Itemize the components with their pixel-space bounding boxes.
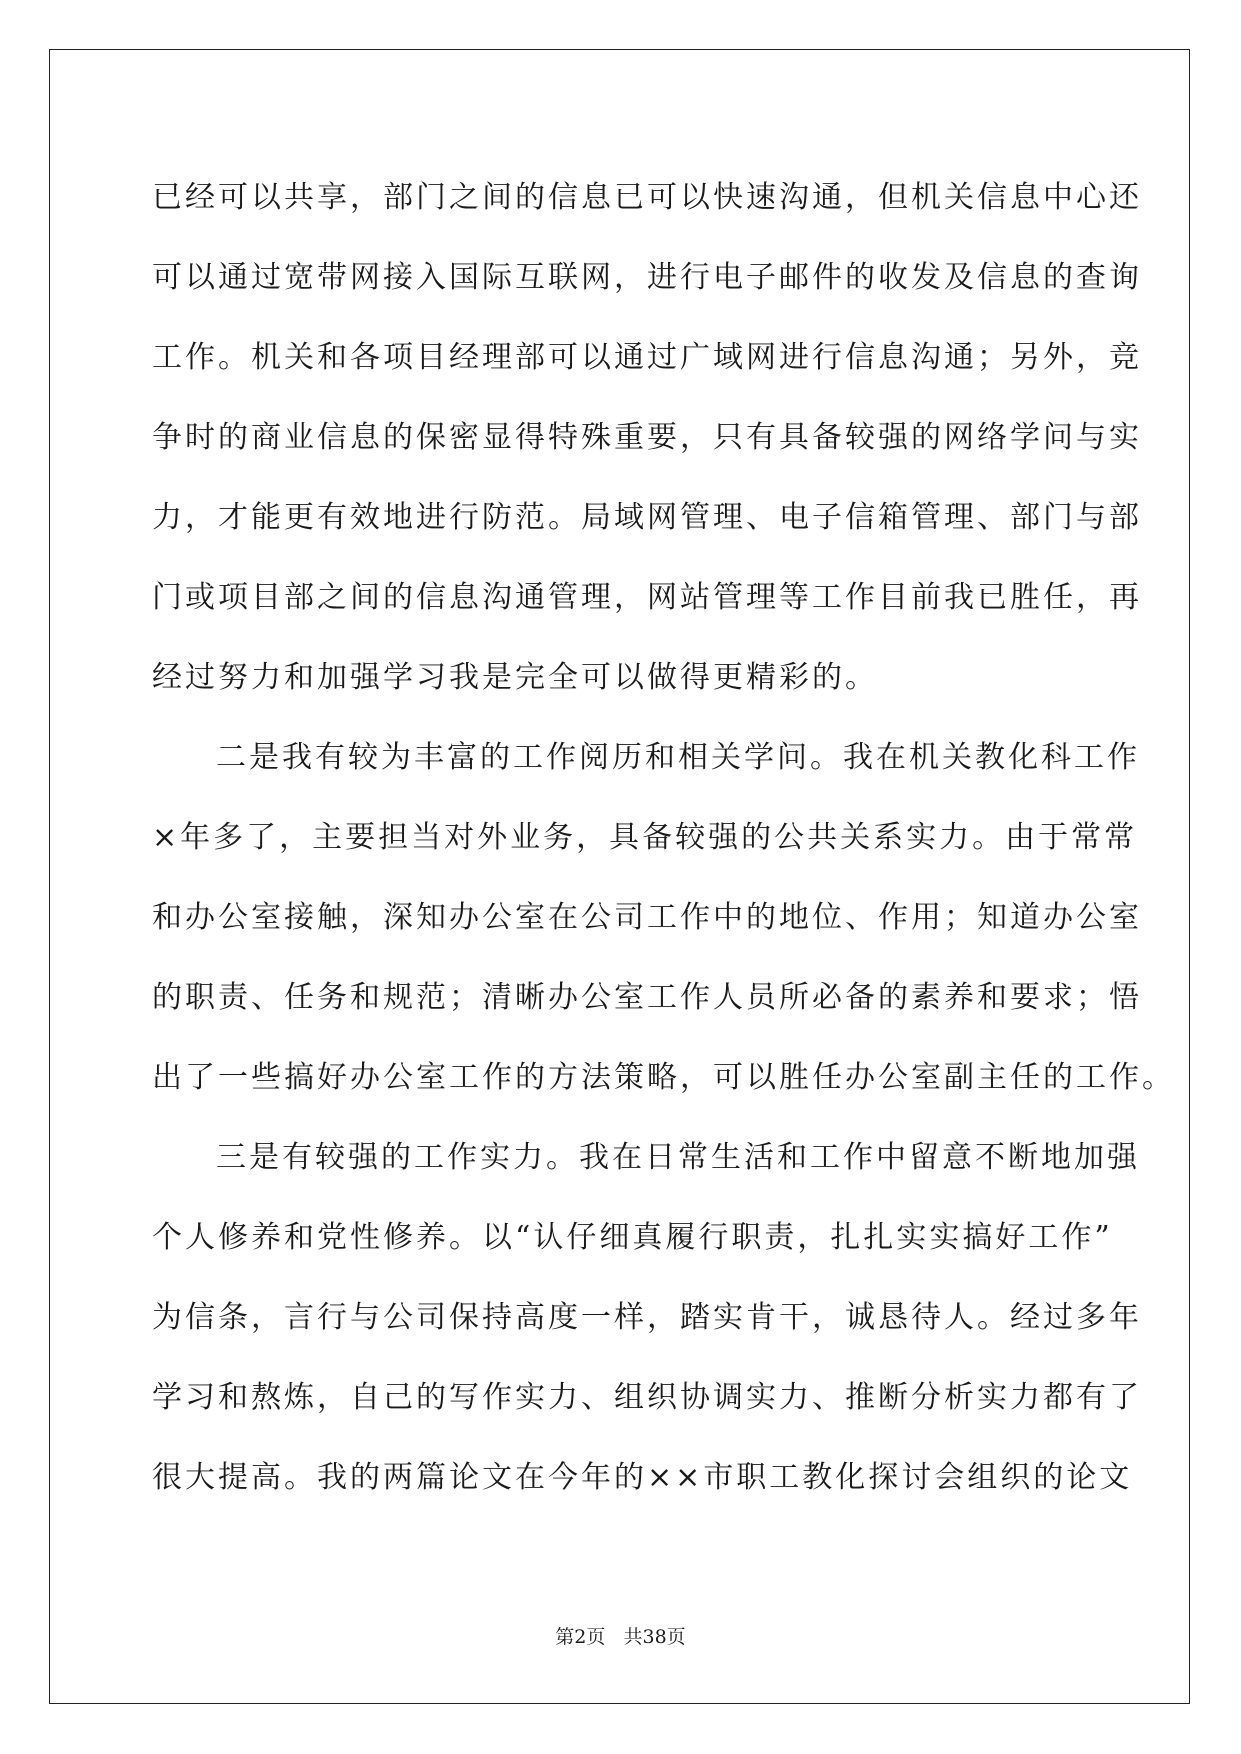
text-line: 个人修养和党性修养。以“认仔细真履行职责，扎扎实实搞好工作” [152, 1220, 1113, 1255]
text-line: 工作。机关和各项目经理部可以通过广域网进行信息沟通；另外，竞 [152, 340, 1142, 375]
document-body [152, 158, 1175, 1518]
text-line: 可以通过宽带网接入国际互联网，进行电子邮件的收发及信息的查询 [152, 260, 1142, 295]
text-line: 的职责、任务和规范；清晰办公室工作人员所必备的素养和要求；悟 [152, 980, 1142, 1015]
text-line: ×年多了，主要担当对外业务，具备较强的公共关系实力。由于常常 [152, 820, 1138, 855]
text-line: 门或项目部之间的信息沟通管理，网站管理等工作目前我已胜任，再 [152, 580, 1142, 615]
paragraph-start-line: 二是我有较为丰富的工作阅历和相关学问。我在机关教化科工作 [216, 740, 1140, 775]
paragraph-start-line: 三是有较强的工作实力。我在日常生活和工作中留意不断地加强 [216, 1140, 1140, 1175]
text-line: 学习和熬炼，自己的写作实力、组织协调实力、推断分析实力都有了 [152, 1380, 1142, 1415]
page-number-footer: 第2页 共38页 [555, 1626, 686, 1648]
text-line: 很大提高。我的两篇论文在今年的××市职工教化探讨会组织的论文 [152, 1460, 1133, 1495]
text-line: 为信条，言行与公司保持高度一样，踏实肯干，诚恳待人。经过多年 [152, 1300, 1142, 1335]
text-line: 和办公室接触，深知办公室在公司工作中的地位、作用；知道办公室 [152, 900, 1142, 935]
text-line: 已经可以共享，部门之间的信息已可以快速沟通，但机关信息中心还 [152, 180, 1142, 215]
text-line: 出了一些搞好办公室工作的方法策略，可以胜任办公室副主任的工作。 [152, 1060, 1175, 1095]
text-line: 争时的商业信息的保密显得特殊重要，只有具备较强的网络学问与实 [152, 420, 1142, 455]
text-line: 力，才能更有效地进行防范。局域网管理、电子信箱管理、部门与部 [152, 500, 1142, 535]
text-line: 经过努力和加强学习我是完全可以做得更精彩的。 [152, 660, 878, 695]
